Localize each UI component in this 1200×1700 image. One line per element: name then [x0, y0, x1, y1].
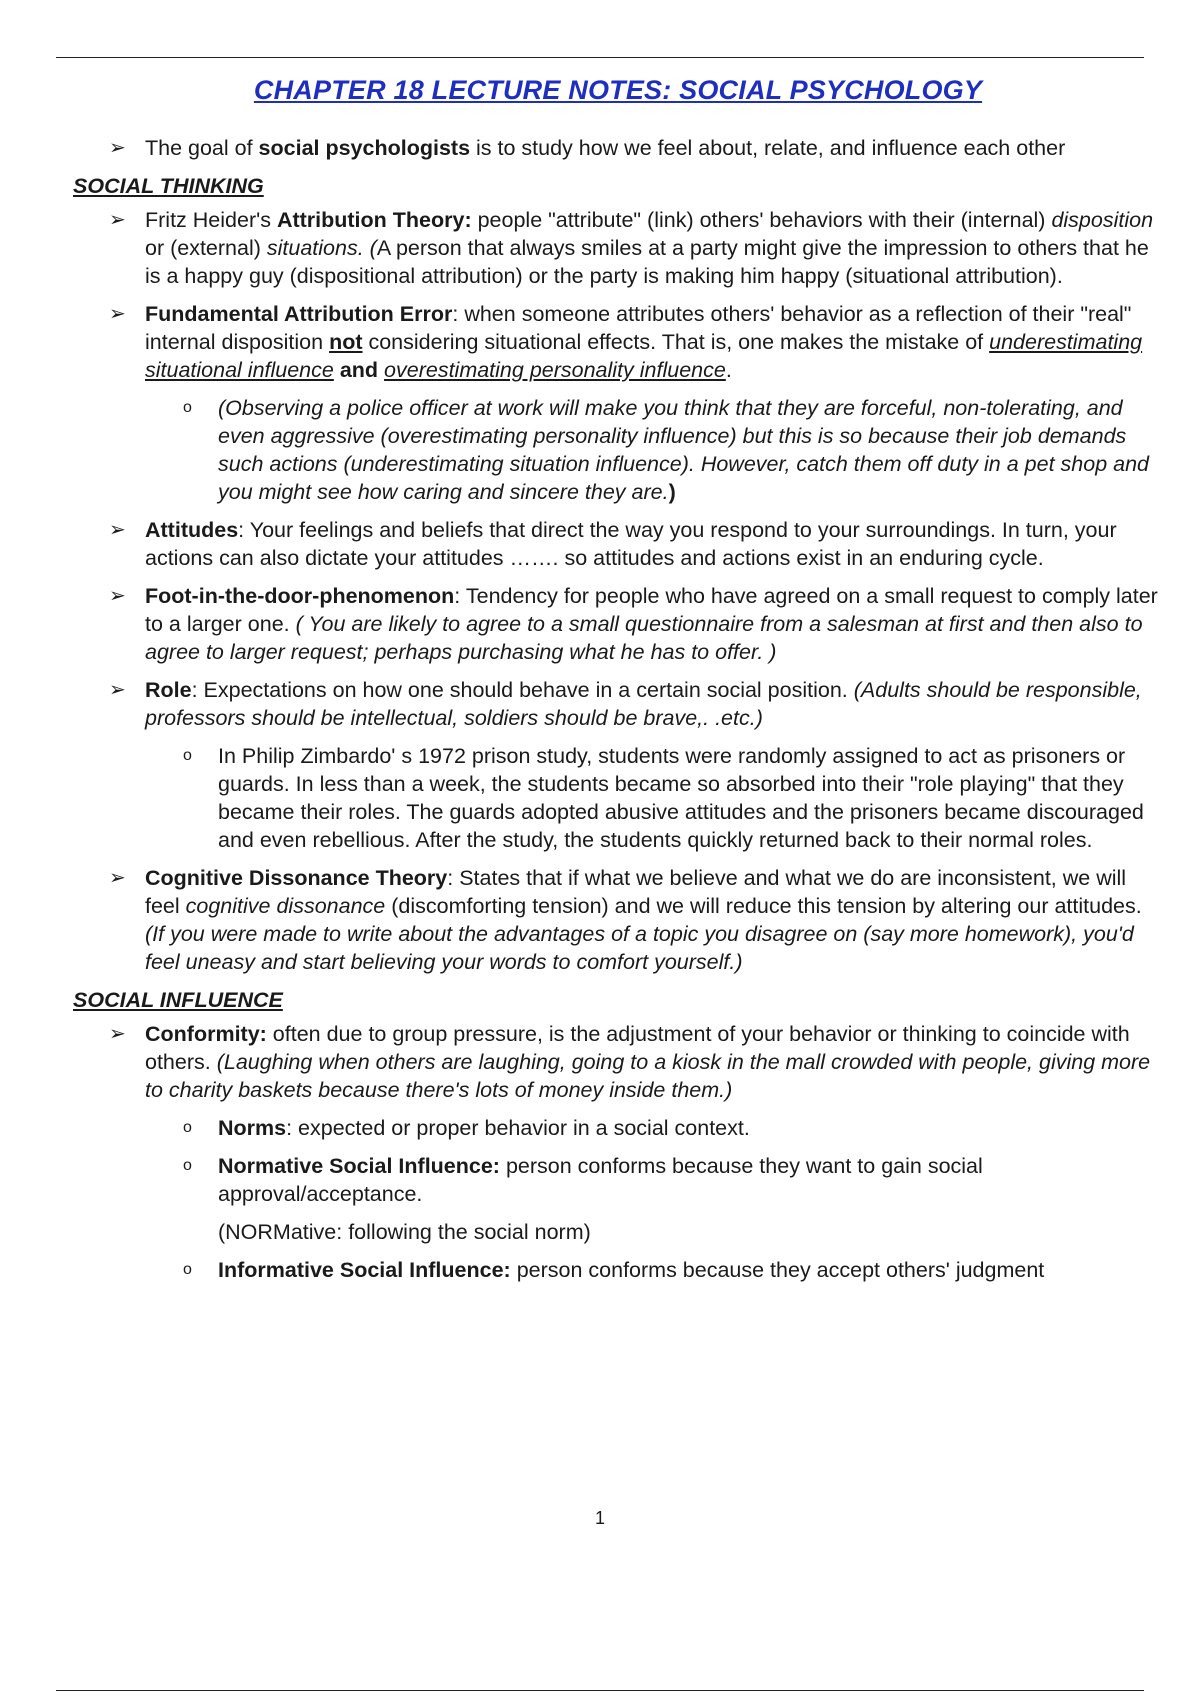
fae-example-subbullet: o (Observing a police officer at work will make you think that they are forceful, non-tolerating, and even aggressive (overestimating personality influence) but this is so because their job demands such actions (underestimating situation influence). However, catch them off duty in a pet shop and you might see how caring and sincere they are.): [183, 396, 1149, 504]
fundamental-attribution-error-bullet: ➢ Fundamental Attribution Error: when someone attributes others' behavior as a reflection of their "real" internal disposition not considering situational effects. That is, one makes the mistake of underestimating situational influence and overestimating personality influence.: [109, 302, 1143, 382]
page-title: CHAPTER 18 LECTURE NOTES: SOCIAL PSYCHOLOGY: [253, 75, 983, 105]
top-rule: [56, 57, 1144, 58]
arrow-bullet-icon: ➢: [109, 585, 126, 607]
bottom-rule: [56, 1690, 1144, 1691]
foot-in-the-door-bullet: ➢ Foot-in-the-door-phenomenon: Tendency for people who have agreed on a small request to comply later to a larger one. ( You are likely to agree to a small questionnaire from a salesman at first and then also to agree to larger request; perhaps purchasing what he has to offer. ): [109, 584, 1158, 664]
arrow-bullet-icon: ➢: [109, 303, 126, 325]
circle-bullet-icon: o: [183, 1119, 192, 1136]
circle-bullet-icon: o: [183, 1157, 192, 1174]
arrow-bullet-icon: ➢: [109, 209, 126, 231]
normative-influence-subbullet: o Normative Social Influence: person conforms because they want to gain social approval/acceptance.: [183, 1154, 983, 1206]
intro-bullet: ➢ The goal of social psychologists is to study how we feel about, relate, and influence each other: [109, 136, 1066, 160]
arrow-bullet-icon: ➢: [109, 679, 126, 701]
zimbardo-study-subbullet: o In Philip Zimbardo' s 1972 prison study, students were randomly assigned to act as prisoners or guards. In less than a week, the students became so absorbed into their "role playing" that they became their roles. The guards adopted abusive attitudes and the prisoners became discouraged and even rebellious. After the study, the students quickly returned back to their normal roles.: [183, 744, 1144, 852]
arrow-bullet-icon: ➢: [109, 137, 126, 159]
document-page: [73, 72, 1163, 1294]
section-heading-social-thinking: SOCIAL THINKING: [73, 174, 264, 198]
informative-influence-subbullet: o Informative Social Influence: person conforms because they accept others' judgment: [183, 1258, 1045, 1282]
circle-bullet-icon: o: [183, 747, 192, 764]
conformity-bullet: ➢ Conformity: often due to group pressure, is the adjustment of your behavior or thinking to coincide with others. (Laughing when others are laughing, going to a kiosk in the mall crowded with people, giving more to charity baskets because there's lots of money inside them.): [109, 1022, 1151, 1102]
attitudes-bullet: ➢ Attitudes: Your feelings and beliefs that direct the way you respond to your surroundings. In turn, your actions can also dictate your attitudes ……. so attitudes and actions exist in an enduring cycle.: [109, 518, 1117, 570]
cognitive-dissonance-bullet: ➢ Cognitive Dissonance Theory: States that if what we believe and what we do are inconsistent, we will feel cognitive dissonance (discomforting tension) and we will reduce this tension by altering our attitudes. (If you were made to write about the advantages of a topic you disagree on (say more homework), you'd feel uneasy and start believing your words to comfort yourself.): [109, 866, 1142, 974]
circle-bullet-icon: o: [183, 1261, 192, 1278]
circle-bullet-icon: o: [183, 399, 192, 416]
role-bullet: ➢ Role: Expectations on how one should behave in a certain social position. (Adults should be responsible, professors should be intellectual, soldiers should be brave,. .etc.): [109, 678, 1142, 730]
arrow-bullet-icon: ➢: [109, 867, 126, 889]
page-number: 1: [594, 1508, 605, 1528]
attribution-theory-bullet: ➢ Fritz Heider's Attribution Theory: people "attribute" (link) others' behaviors with their (internal) disposition or (external) situations. (A person that always smiles at a party might give the impression to others that he is a happy guy (dispositional attribution) or the party is making him happy (situational attribution).: [109, 208, 1154, 288]
section-heading-social-influence: SOCIAL INFLUENCE: [73, 988, 283, 1012]
arrow-bullet-icon: ➢: [109, 1023, 126, 1045]
normative-note: (NORMative: following the social norm): [218, 1220, 591, 1244]
norms-subbullet: o Norms: expected or proper behavior in a social context.: [183, 1116, 750, 1140]
arrow-bullet-icon: ➢: [109, 519, 126, 541]
